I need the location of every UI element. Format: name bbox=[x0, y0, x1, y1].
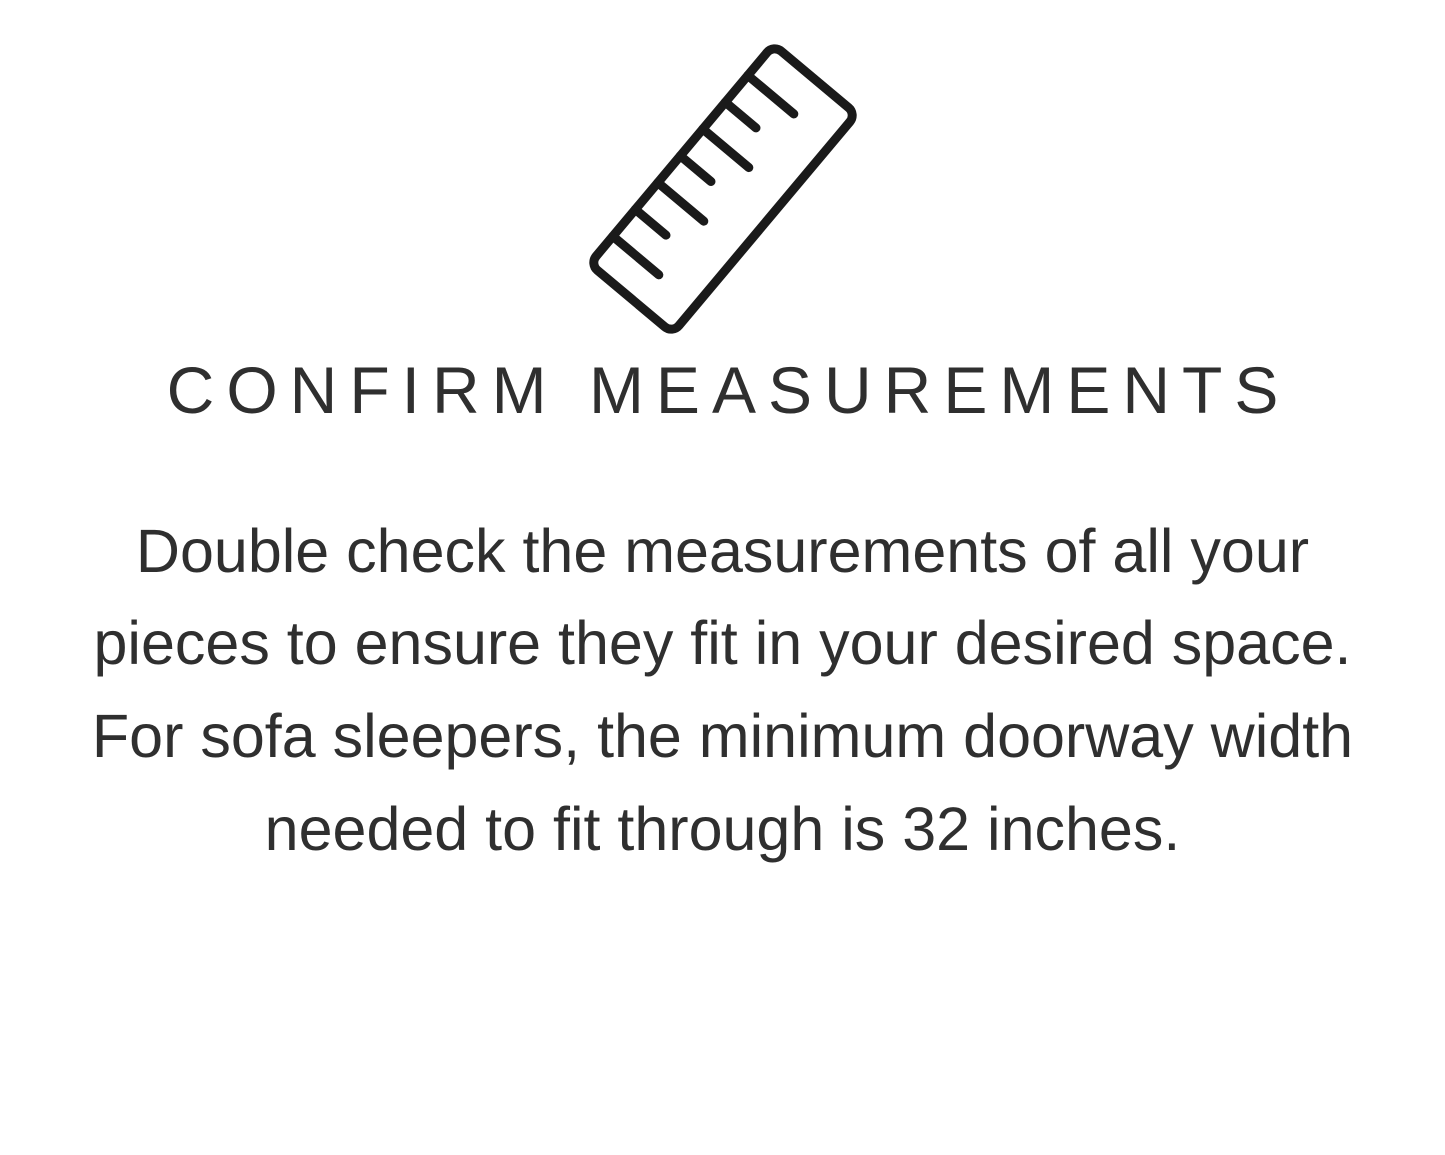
description-text: Double check the measurements of all your pieces to ensure they fit in your desired space. For sofa sleepers, the minimum doorway width needed to fit through is 32 inches. bbox=[91, 516, 1354, 863]
ruler-icon bbox=[523, 24, 923, 354]
page-title: CONFIRM MEASUREMENTS bbox=[166, 353, 1291, 427]
